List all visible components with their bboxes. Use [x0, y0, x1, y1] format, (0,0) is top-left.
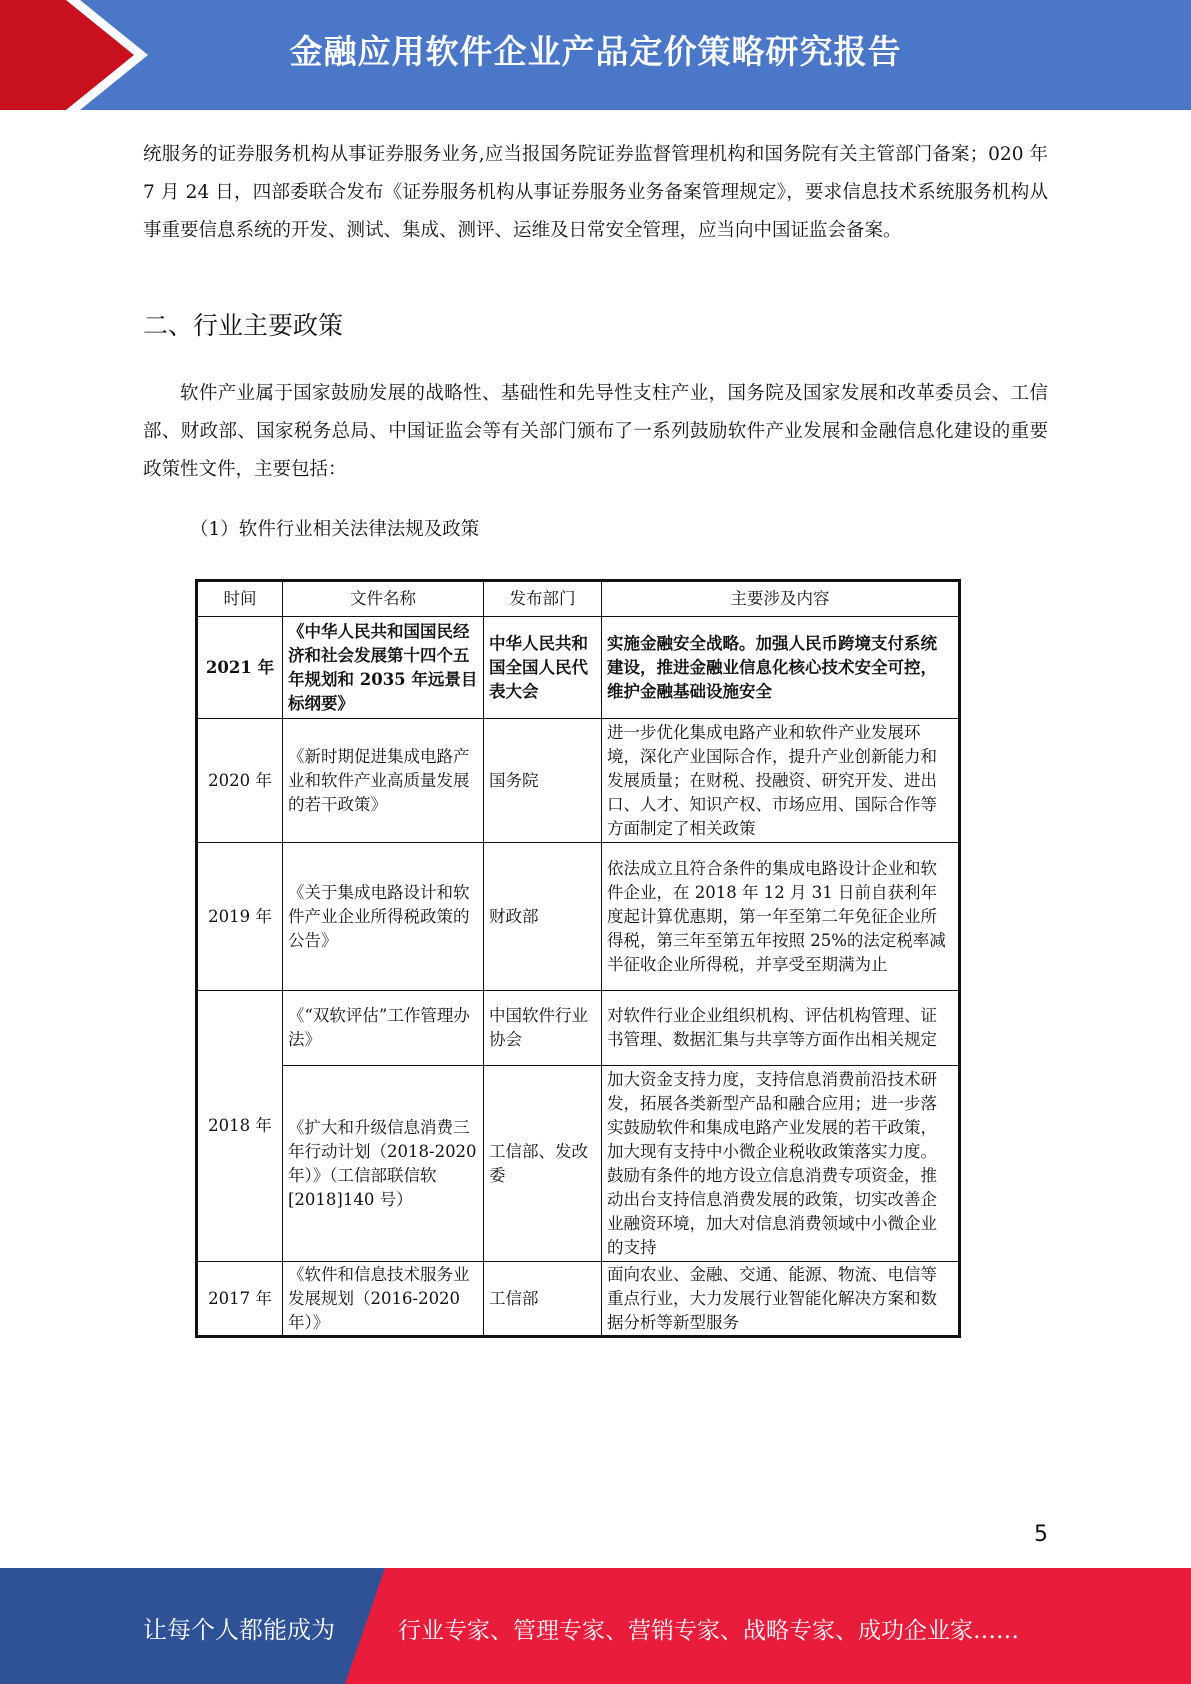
row-document: 《关于集成电路设计和软件产业企业所得税政策的公告》: [283, 843, 484, 991]
table-row: [197, 719, 960, 843]
page-number: 5: [1034, 1522, 1048, 1547]
row-year: 2018 年: [197, 991, 283, 1262]
row-content: 对软件行业企业组织机构、评估机构管理、证书管理、数据汇集与共享等方面作出相关规定: [602, 991, 960, 1066]
table-subheading: （1）软件行业相关法律法规及政策: [190, 519, 480, 540]
header-time: 时间: [197, 581, 283, 617]
table-row: [197, 991, 960, 1066]
header-department: 发布部门: [484, 581, 602, 617]
table-row: [197, 843, 960, 991]
table-row: [197, 617, 960, 719]
row-year: 2020 年: [197, 719, 283, 843]
row-year: 2017 年: [197, 1262, 283, 1337]
row-year: 2019 年: [197, 843, 283, 991]
section-paragraph: 软件产业属于国家鼓励发展的战略性、基础性和先导性支柱产业，国务院及国家发展和改革委员会、工信部、财政部、国家税务总局、中国证监会等有关部门颁布了一系列鼓励软件产业发展和金融信息化建设的重要政策性文件，主要包括：: [143, 383, 1048, 480]
row-content: 依法成立且符合条件的集成电路设计企业和软件企业，在 2018 年 12 月 31 日前自获利年度起计算优惠期，第一年至第二年免征企业所得税，第三年至第五年按照 25%的法定税率减半征收企业所得税，并享受至期满为止: [602, 843, 960, 991]
row-department: 工信部: [484, 1262, 602, 1337]
row-content: 面向农业、金融、交通、能源、物流、电信等重点行业，大力发展行业智能化解决方案和数据分析等新型服务: [602, 1262, 960, 1337]
section-heading: 二、行业主要政策: [143, 311, 344, 340]
row-department: 国务院: [484, 719, 602, 843]
row-department: 中国软件行业协会: [484, 991, 602, 1066]
row-department: 工信部、发改委: [484, 1066, 602, 1262]
footer-slogan-right: 行业专家、管理专家、营销专家、战略专家、成功企业家……: [398, 1618, 1019, 1644]
policy-table: [195, 579, 961, 1338]
table-row: [197, 1066, 960, 1262]
row-document: 《软件和信息技术服务业发展规划（2016-2020 年）》: [283, 1262, 484, 1337]
row-document: 《新时期促进集成电路产业和软件产业高质量发展的若干政策》: [283, 719, 484, 843]
footer-slogan-left: 让每个人都能成为: [143, 1616, 335, 1644]
row-content: 实施金融安全战略。加强人民币跨境支付系统建设，推进金融业信息化核心技术安全可控，维护金融基础设施安全: [602, 617, 960, 719]
header-title: 金融应用软件企业产品定价策略研究报告: [289, 32, 902, 71]
header-content: 主要涉及内容: [602, 581, 960, 617]
page-footer: [0, 1568, 1191, 1684]
row-document: 《“双软评估”工作管理办法》: [283, 991, 484, 1066]
row-content: 加大资金支持力度，支持信息消费前沿技术研发，拓展各类新型产品和融合应用；进一步落实鼓励软件和集成电路产业发展的若干政策，加大现有支持中小微企业税收政策落实力度。鼓励有条件的地方设立信息消费专项资金，推动出台支持信息消费发展的政策，切实改善企业融资环境，加大对信息消费领域中小微企业的支持: [602, 1066, 960, 1262]
row-department: 中华人民共和国全国人民代表大会: [484, 617, 602, 719]
row-year: 2021 年: [197, 617, 283, 719]
intro-paragraph: 统服务的证券服务机构从事证券服务业务,应当报国务院证券监督管理机构和国务院有关主管部门备案；020 年 7 月 24 日，四部委联合发布《证券服务机构从事证券服务业务备案管理规定》，要求信息技术系统服务机构从事重要信息系统的开发、测试、集成、测评、运维及日常安全管理，应当向中国证监会备案。: [143, 144, 1048, 241]
row-document: 《中华人民共和国国民经济和社会发展第十四个五年规划和 2035 年远景目标纲要》: [283, 617, 484, 719]
table-row: [197, 1262, 960, 1337]
page-header: [0, 0, 1191, 110]
header-document: 文件名称: [283, 581, 484, 617]
row-document: 《扩大和升级信息消费三年行动计划（2018-2020 年）》（工信部联信软[2018]140 号）: [283, 1066, 484, 1262]
row-content: 进一步优化集成电路产业和软件产业发展环境，深化产业国际合作，提升产业创新能力和发展质量；在财税、投融资、研究开发、进出口、人才、知识产权、市场应用、国际合作等方面制定了相关政策: [602, 719, 960, 843]
row-department: 财政部: [484, 843, 602, 991]
table-header-row: [197, 581, 960, 617]
